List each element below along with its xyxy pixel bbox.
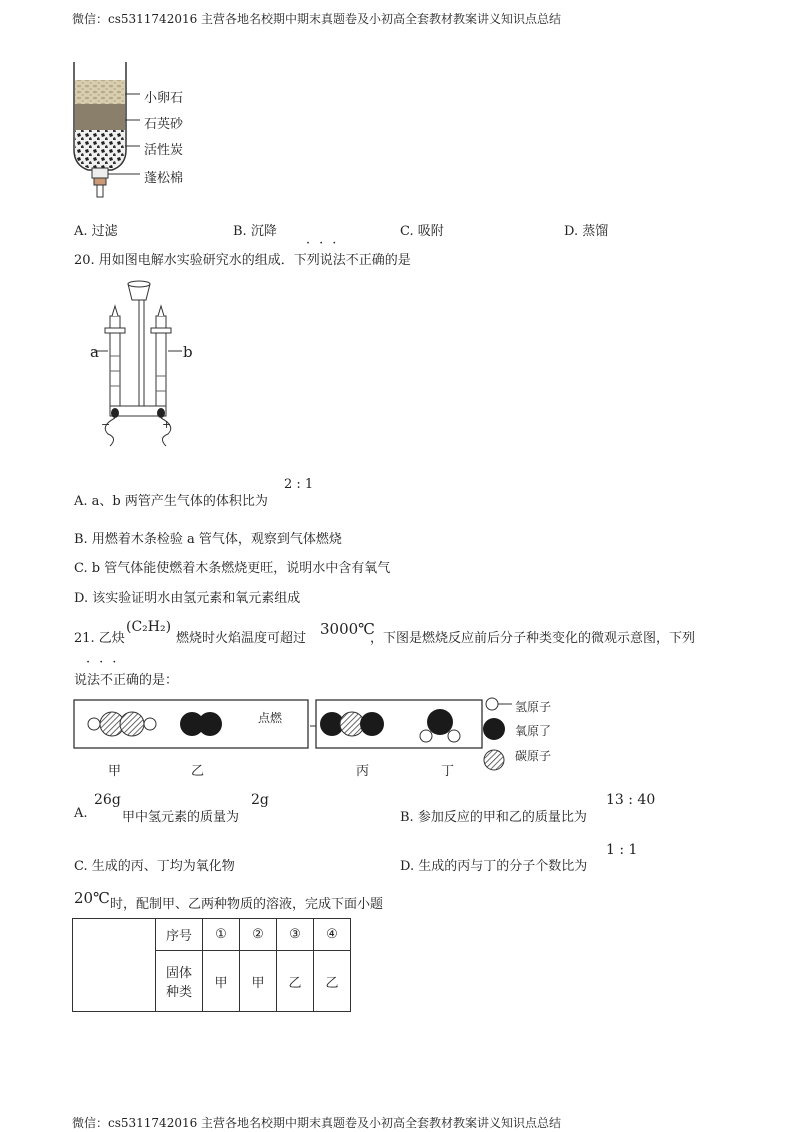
label-plus: + [162, 418, 172, 431]
table-cell: ③ [277, 919, 314, 951]
q20-option-d: D. 该实验证明水由氢元素和氧元素组成 [74, 591, 301, 606]
solid-type-line1: 固体 [165, 966, 192, 982]
table-header-index: 序号 [156, 919, 203, 951]
q21-stem-line2: 说法不正确的是： [74, 673, 179, 688]
table-cell: 甲 [203, 951, 240, 1012]
table-cell: 乙 [277, 951, 314, 1012]
q22-intro: 时，配制甲、乙两种物质的溶液，完成下面小题 [110, 897, 384, 912]
table-cell: ② [240, 919, 277, 951]
label-b: b [183, 343, 193, 361]
option-b: B. 沉降 [233, 224, 277, 239]
q21-stem-mid: 燃烧时火焰温度可超过 [176, 631, 307, 646]
legend-carbon-icon [483, 748, 513, 774]
page-footer: 微信：cs5311742016 主营各地名校期中期末真题卷及小初高全套教材教案讲义知识点总结 [72, 1116, 562, 1130]
table-cell: 甲 [240, 951, 277, 1012]
option-a: A. 过滤 [74, 224, 118, 239]
name-ding: 丁 [441, 764, 455, 779]
q21-stem-prefix: 21. 乙炔 [74, 631, 125, 646]
arrow-label: 点燃 [258, 711, 283, 725]
emphasis-dots-q21: ··· [86, 655, 126, 670]
legend-oxygen: 氧原了 [515, 724, 552, 738]
name-jia: 甲 [108, 764, 122, 779]
label-cotton: 蓬松棉 [144, 171, 184, 186]
legend-carbon: 碳原子 [515, 749, 552, 763]
label-minus: − [101, 418, 111, 431]
q21-option-b: B. 参加反应的甲和乙的质量比为 [400, 810, 587, 825]
emphasis-dots: ··· [306, 236, 346, 251]
label-activated-carbon: 活性炭 [144, 143, 184, 158]
label-pebbles: 小卵石 [144, 91, 184, 106]
name-yi: 乙 [191, 764, 205, 779]
q20-option-c: C. b 管气体能使燃着木条燃烧更旺，说明水中含有氧气 [74, 561, 391, 576]
q20-option-a: A. a、b 两管产生气体的体积比为 [74, 494, 268, 509]
label-a: a [90, 343, 99, 361]
q21-option-c: C. 生成的丙、丁均为氧化物 [74, 859, 235, 874]
q21-option-d-ratio: 1 : 1 [606, 842, 638, 858]
name-bing: 丙 [356, 764, 370, 779]
table-blank-cell [73, 919, 156, 1012]
q21-option-a-text: 甲中氢元素的质量为 [122, 810, 240, 825]
table-cell: ① [203, 919, 240, 951]
option-c: C. 吸附 [400, 224, 444, 239]
q21-formula: (C₂H₂) [126, 619, 172, 635]
q20-option-b: B. 用燃着木条检验 a 管气体，观察到气体燃烧 [74, 532, 342, 547]
q20-option-a-ratio: 2 : 1 [284, 477, 314, 492]
table-cell: ④ [314, 919, 351, 951]
q21-option-b-ratio: 13 : 40 [606, 792, 656, 808]
option-d: D. 蒸馏 [564, 224, 609, 239]
reaction-diagram [70, 696, 590, 756]
q22-temp: 20℃ [74, 889, 110, 907]
table-row [73, 919, 351, 951]
table-header-solid-type [156, 951, 203, 1012]
solution-table [72, 918, 351, 1012]
page-header: 微信：cs5311742016 主营各地名校期中期末真题卷及小初高全套教材教案讲义知识点总结 [72, 12, 562, 26]
table-cell: 乙 [314, 951, 351, 1012]
q21-option-d: D. 生成的丙与丁的分子个数比为 [400, 859, 588, 874]
solid-type-line2: 种类 [165, 985, 192, 1001]
q21-stem-suffix: ，下图是燃烧反应前后分子种类变化的微观示意图，下列 [370, 631, 696, 646]
q21-option-a-mass: 26g [94, 792, 121, 808]
legend-hydrogen: 氢原子 [515, 700, 552, 714]
q21-option-a-value: 2g [251, 792, 269, 808]
label-quartz-sand: 石英砂 [144, 117, 184, 132]
q21-temp: 3000℃ [320, 620, 375, 638]
q21-option-a-prefix: A. [74, 806, 88, 821]
q20-stem: 20. 用如图电解水实验研究水的组成．下列说法不正确的是 [74, 253, 411, 268]
